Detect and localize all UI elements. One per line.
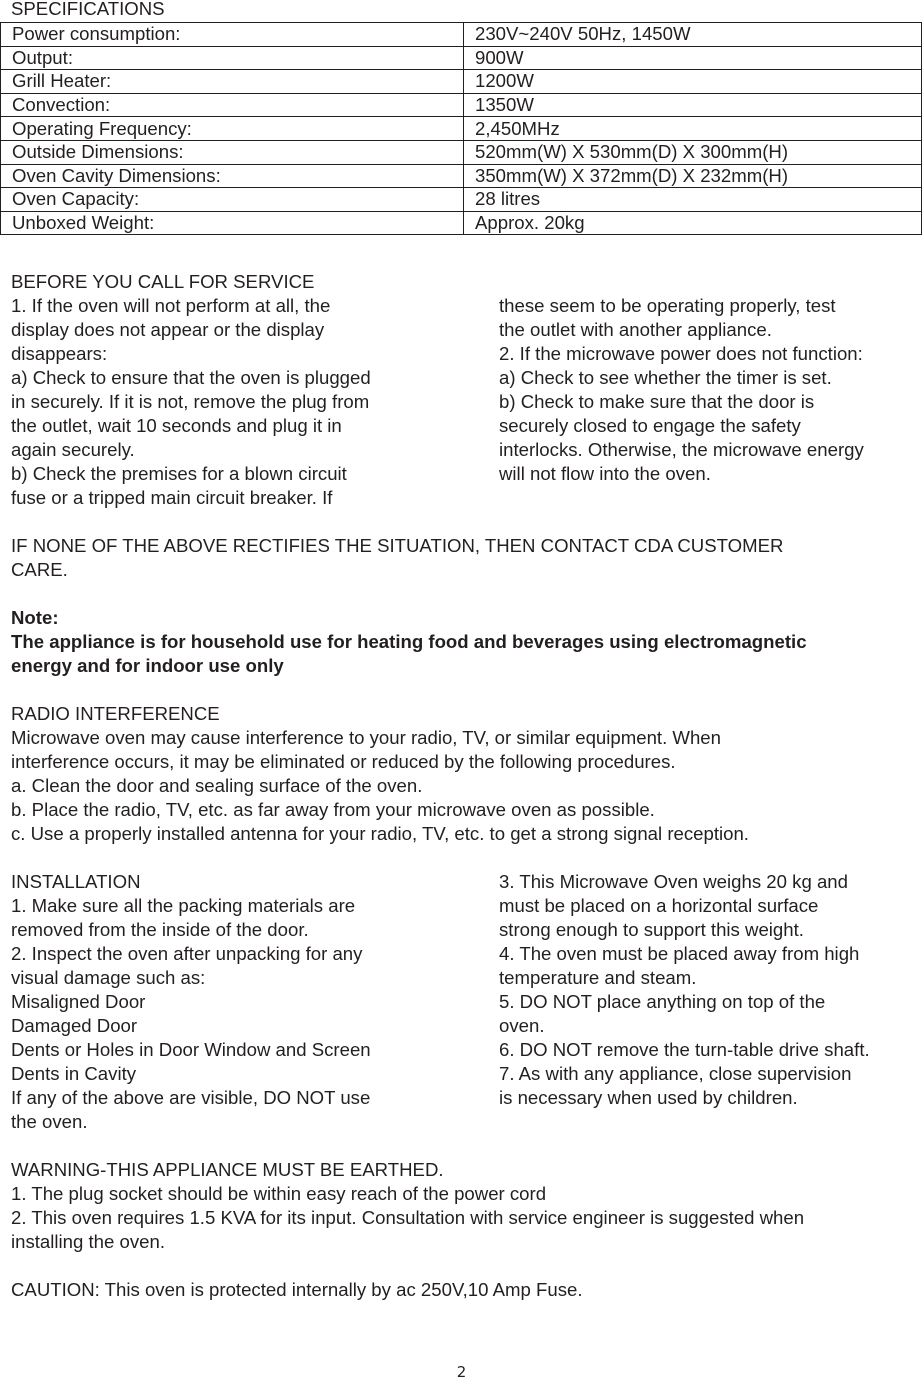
spec-label: Outside Dimensions: [1,140,464,164]
service-heading: BEFORE YOU CALL FOR SERVICE [11,271,315,292]
service-left-line: in securely. If it is not, remove the plug from [11,391,370,412]
spec-value: Approx. 20kg [464,211,922,235]
note-heading: Note: [11,607,59,628]
installation-right-line: oven. [499,1015,545,1036]
installation-right-line: 4. The oven must be placed away from high [499,943,860,964]
table-row [1,164,922,188]
installation-left-line: 1. Make sure all the packing materials are [11,895,356,916]
installation-left-line: visual damage such as: [11,967,206,988]
service-right-line: these seem to be operating properly, test [499,295,836,316]
service-right-line: interlocks. Otherwise, the microwave energy [499,439,864,460]
spec-value: 1200W [464,70,922,94]
warning-line: 1. The plug socket should be within easy reach of the power cord [11,1183,547,1204]
spec-label: Oven Cavity Dimensions: [1,164,464,188]
service-right-line: b) Check to make sure that the door is [499,391,815,412]
installation-right-line: 5. DO NOT place anything on top of the [499,991,826,1012]
installation-left-line: Damaged Door [11,1015,138,1036]
service-left-line: b) Check the premises for a blown circuit [11,463,347,484]
spec-value: 520mm(W) X 530mm(D) X 300mm(H) [464,140,922,164]
radio-line: a. Clean the door and sealing surface of the oven. [11,775,423,796]
service-right-line: 2. If the microwave power does not function: [499,343,863,364]
spec-value: 28 litres [464,188,922,212]
caution-text: CAUTION: This oven is protected internally by ac 250V,10 Amp Fuse. [11,1279,583,1300]
installation-left-line: Dents or Holes in Door Window and Screen [11,1039,371,1060]
service-right-line: securely closed to engage the safety [499,415,801,436]
table-row [1,46,922,70]
service-left-line: disappears: [11,343,108,364]
spec-label: Convection: [1,93,464,117]
table-row [1,70,922,94]
spec-label: Grill Heater: [1,70,464,94]
table-row [1,93,922,117]
spec-label: Output: [1,46,464,70]
service-right-line: will not flow into the oven. [499,463,711,484]
service-right-line: a) Check to see whether the timer is set. [499,367,832,388]
installation-right-line: temperature and steam. [499,967,697,988]
spec-label: Power consumption: [1,23,464,47]
table-row [1,211,922,235]
radio-heading: RADIO INTERFERENCE [11,703,220,724]
table-row [1,23,922,47]
installation-right-line: is necessary when used by children. [499,1087,798,1108]
page-number: 2 [456,1363,467,1381]
spec-label: Unboxed Weight: [1,211,464,235]
radio-line: c. Use a properly installed antenna for your radio, TV, etc. to get a strong signal reception. [11,823,749,844]
installation-left-line: If any of the above are visible, DO NOT use [11,1087,371,1108]
service-left-line: fuse or a tripped main circuit breaker. If [11,487,333,508]
table-row [1,188,922,212]
note-line: The appliance is for household use for heating food and beverages using electromagnetic [11,631,807,652]
installation-right-line: 3. This Microwave Oven weighs 20 kg and [499,871,848,892]
installation-left-line: Dents in Cavity [11,1063,137,1084]
installation-left-line: Misaligned Door [11,991,146,1012]
installation-right-line: 6. DO NOT remove the turn-table drive shaft. [499,1039,870,1060]
spec-value: 1350W [464,93,922,117]
installation-left-line: the oven. [11,1111,88,1132]
installation-left-line: 2. Inspect the oven after unpacking for any [11,943,363,964]
warning-heading: WARNING-THIS APPLIANCE MUST BE EARTHED. [11,1159,444,1180]
specifications-table [0,22,922,235]
installation-right-line: strong enough to support this weight. [499,919,804,940]
note-line: energy and for indoor use only [11,655,284,676]
spec-label: Operating Frequency: [1,117,464,141]
radio-line: b. Place the radio, TV, etc. as far away from your microwave oven as possible. [11,799,655,820]
spec-value: 2,450MHz [464,117,922,141]
spec-value: 350mm(W) X 372mm(D) X 232mm(H) [464,164,922,188]
installation-right-line: 7. As with any appliance, close supervision [499,1063,852,1084]
installation-left-line: removed from the inside of the door. [11,919,309,940]
installation-heading: INSTALLATION [11,871,141,892]
service-left-line: display does not appear or the display [11,319,325,340]
radio-line: interference occurs, it may be eliminated or reduced by the following procedures. [11,751,676,772]
contact-line: CARE. [11,559,68,580]
service-left-line: again securely. [11,439,135,460]
warning-line: installing the oven. [11,1231,166,1252]
specifications-heading: SPECIFICATIONS [11,0,165,19]
spec-value: 230V~240V 50Hz, 1450W [464,23,922,47]
service-left-line: the outlet, wait 10 seconds and plug it in [11,415,342,436]
service-left-line: a) Check to ensure that the oven is plugged [11,367,371,388]
warning-line: 2. This oven requires 1.5 KVA for its input. Consultation with service engineer is suggested when [11,1207,805,1228]
table-row [1,117,922,141]
spec-label: Oven Capacity: [1,188,464,212]
installation-right-line: must be placed on a horizontal surface [499,895,819,916]
table-row [1,140,922,164]
radio-line: Microwave oven may cause interference to your radio, TV, or similar equipment. When [11,727,721,748]
spec-value: 900W [464,46,922,70]
contact-line: IF NONE OF THE ABOVE RECTIFIES THE SITUATION, THEN CONTACT CDA CUSTOMER [11,535,784,556]
service-left-line: 1. If the oven will not perform at all, the [11,295,331,316]
service-right-line: the outlet with another appliance. [499,319,772,340]
